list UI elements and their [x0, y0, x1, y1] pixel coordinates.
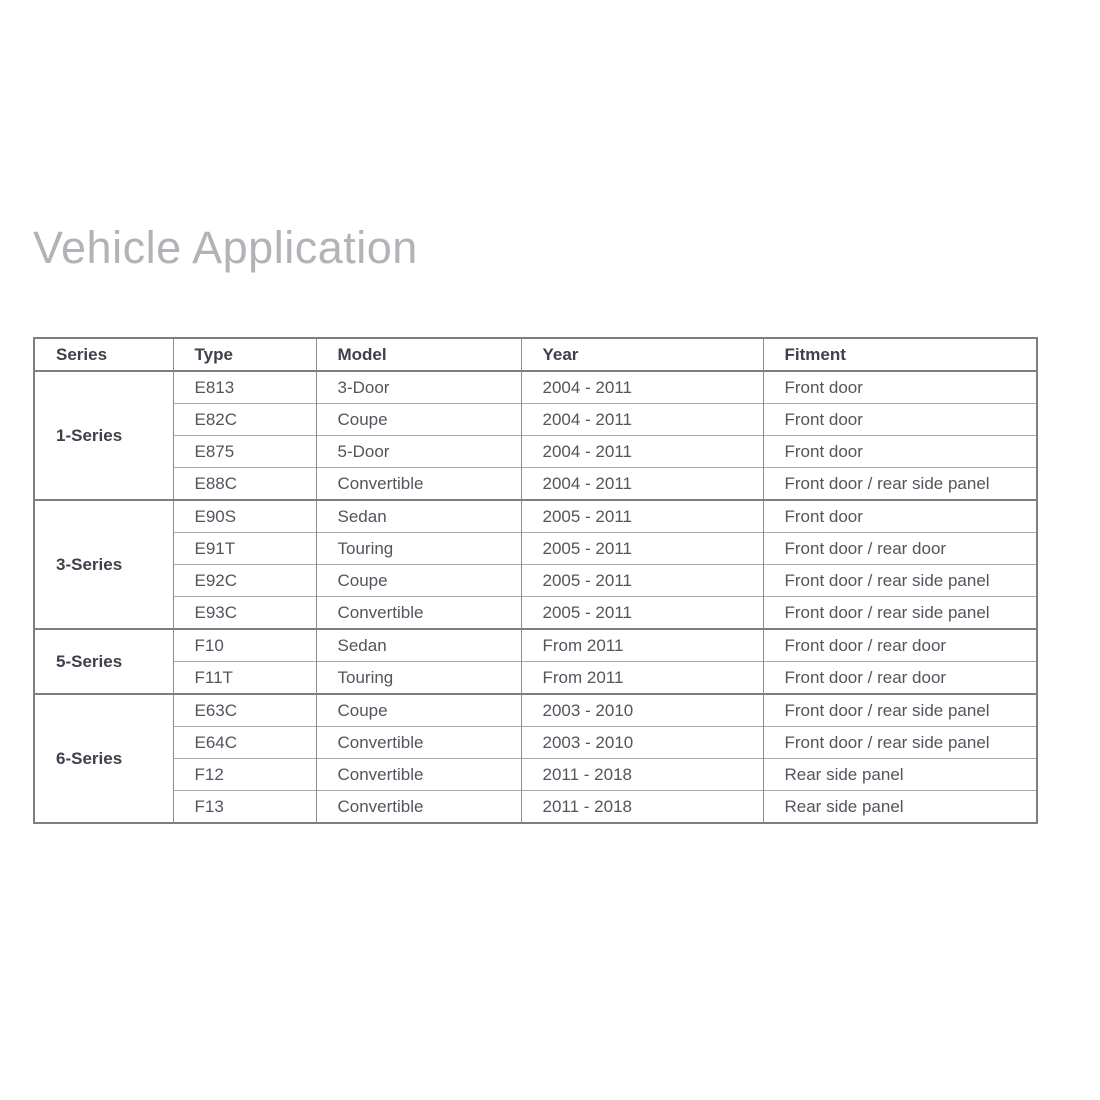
type-cell: E63C — [173, 694, 316, 727]
header-cell-type: Type — [173, 338, 316, 371]
fitment-cell: Front door — [763, 500, 1037, 533]
type-cell: F12 — [173, 759, 316, 791]
model-cell: Convertible — [316, 727, 521, 759]
table-row — [34, 629, 1037, 662]
year-cell: 2005 - 2011 — [521, 597, 763, 630]
table-row — [34, 468, 1037, 501]
type-cell: F13 — [173, 791, 316, 824]
fitment-cell: Front door / rear side panel — [763, 565, 1037, 597]
year-cell: 2005 - 2011 — [521, 533, 763, 565]
header-cell-model: Model — [316, 338, 521, 371]
series-cell: 1-Series — [34, 371, 173, 500]
type-cell: E64C — [173, 727, 316, 759]
fitment-cell: Front door / rear door — [763, 629, 1037, 662]
type-cell: E90S — [173, 500, 316, 533]
year-cell: 2004 - 2011 — [521, 468, 763, 501]
fitment-cell: Front door / rear side panel — [763, 468, 1037, 501]
table-row — [34, 791, 1037, 824]
type-cell: E813 — [173, 371, 316, 404]
series-cell: 6-Series — [34, 694, 173, 823]
year-cell: From 2011 — [521, 662, 763, 695]
table-row — [34, 597, 1037, 630]
year-cell: 2004 - 2011 — [521, 371, 763, 404]
table-row — [34, 694, 1037, 727]
table-row — [34, 533, 1037, 565]
model-cell: Sedan — [316, 500, 521, 533]
type-cell: E91T — [173, 533, 316, 565]
type-cell: E875 — [173, 436, 316, 468]
fitment-cell: Front door / rear side panel — [763, 694, 1037, 727]
year-cell: 2003 - 2010 — [521, 694, 763, 727]
table-row — [34, 404, 1037, 436]
model-cell: Convertible — [316, 759, 521, 791]
fitment-cell: Rear side panel — [763, 791, 1037, 824]
table-row — [34, 662, 1037, 695]
series-cell: 5-Series — [34, 629, 173, 694]
model-cell: Coupe — [316, 404, 521, 436]
model-cell: 3-Door — [316, 371, 521, 404]
model-cell: 5-Door — [316, 436, 521, 468]
model-cell: Convertible — [316, 597, 521, 630]
year-cell: 2005 - 2011 — [521, 565, 763, 597]
fitment-cell: Front door / rear side panel — [763, 727, 1037, 759]
year-cell: 2011 - 2018 — [521, 759, 763, 791]
model-cell: Sedan — [316, 629, 521, 662]
fitment-cell: Rear side panel — [763, 759, 1037, 791]
year-cell: 2004 - 2011 — [521, 436, 763, 468]
header-cell-fitment: Fitment — [763, 338, 1037, 371]
header-cell-series: Series — [34, 338, 173, 371]
model-cell: Touring — [316, 533, 521, 565]
page-title: Vehicle Application — [33, 222, 418, 273]
type-cell: F10 — [173, 629, 316, 662]
table-row — [34, 436, 1037, 468]
model-cell: Convertible — [316, 468, 521, 501]
year-cell: 2004 - 2011 — [521, 404, 763, 436]
vehicle-application-table — [33, 337, 1038, 824]
type-cell: E92C — [173, 565, 316, 597]
year-cell: 2005 - 2011 — [521, 500, 763, 533]
table-row — [34, 759, 1037, 791]
table-row — [34, 727, 1037, 759]
year-cell: 2003 - 2010 — [521, 727, 763, 759]
fitment-cell: Front door — [763, 436, 1037, 468]
table-row — [34, 371, 1037, 404]
header-cell-year: Year — [521, 338, 763, 371]
fitment-cell: Front door — [763, 371, 1037, 404]
model-cell: Convertible — [316, 791, 521, 824]
table-row — [34, 500, 1037, 533]
fitment-cell: Front door / rear side panel — [763, 597, 1037, 630]
model-cell: Touring — [316, 662, 521, 695]
type-cell: F11T — [173, 662, 316, 695]
year-cell: From 2011 — [521, 629, 763, 662]
year-cell: 2011 - 2018 — [521, 791, 763, 824]
table-row — [34, 565, 1037, 597]
fitment-cell: Front door / rear door — [763, 662, 1037, 695]
fitment-cell: Front door — [763, 404, 1037, 436]
header-row — [34, 338, 1037, 371]
type-cell: E93C — [173, 597, 316, 630]
type-cell: E88C — [173, 468, 316, 501]
type-cell: E82C — [173, 404, 316, 436]
model-cell: Coupe — [316, 694, 521, 727]
model-cell: Coupe — [316, 565, 521, 597]
fitment-cell: Front door / rear door — [763, 533, 1037, 565]
series-cell: 3-Series — [34, 500, 173, 629]
